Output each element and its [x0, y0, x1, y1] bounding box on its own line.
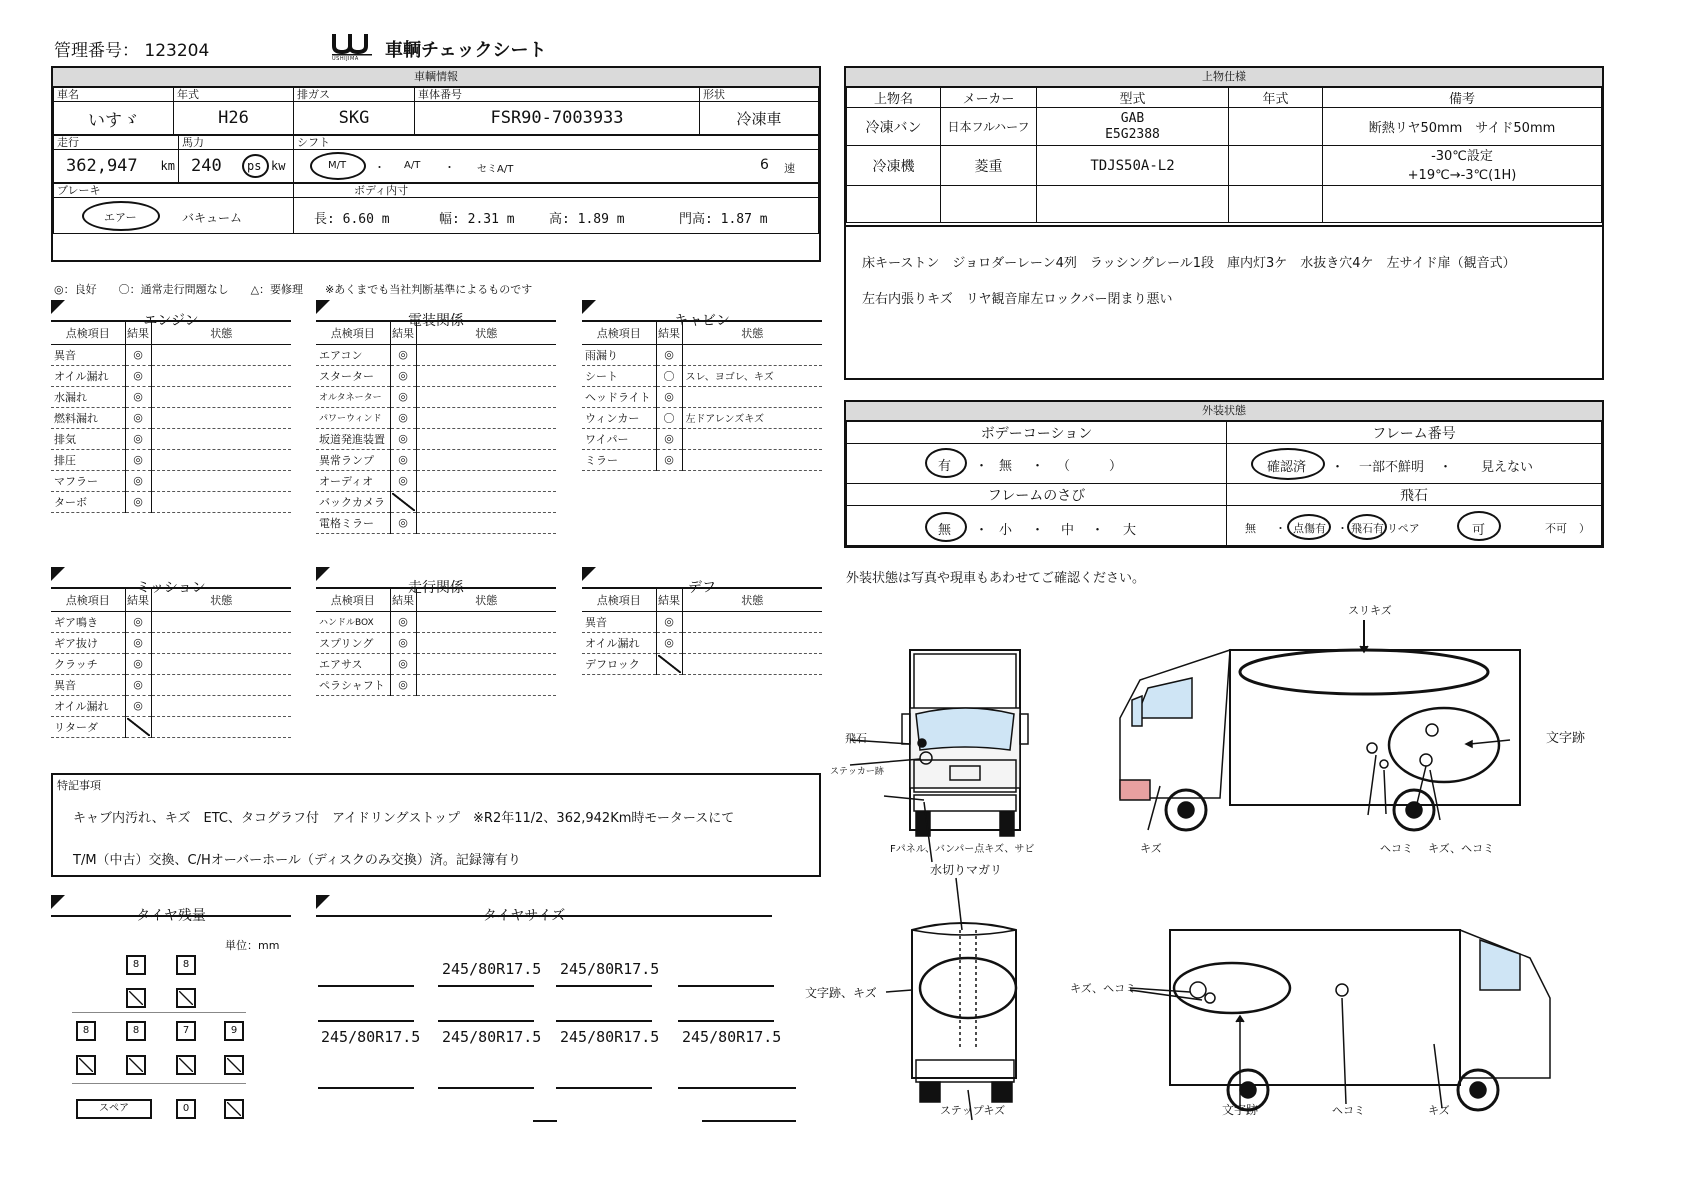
section-marker-icon [51, 895, 65, 909]
page-title: 車輌チェックシート [385, 40, 547, 61]
special-notes-line1: キャブ内汚れ、キズ ETC、タコグラフ付 アイドリングストップ ※R2年11/2、362,942Km時モータースにて [73, 811, 735, 826]
upper-spec-row-empty [847, 186, 1602, 223]
shape-value: 冷凍車 [700, 102, 819, 135]
diagram-labels [805, 604, 1586, 1117]
truck-rear-view [886, 878, 1016, 1120]
tire-front-right-inner [176, 988, 196, 1008]
year-value: H26 [174, 102, 294, 135]
section-marker-icon [316, 300, 330, 314]
check-row: ペラシャフト ◎ [316, 674, 556, 695]
check-row: ミラー ◎ [582, 449, 822, 470]
mileage-value: 362,947 km [54, 150, 179, 183]
check-row: オイル漏れ ◎ [51, 365, 291, 386]
label-left-scratch-dent: キズ、ヘコミ [1428, 842, 1495, 855]
tire-size-section [316, 895, 772, 924]
truck-diagrams [805, 590, 1620, 1150]
vehicle-info-table-3: ブレーキ ボディ内寸 エアー バキューム 長: 6.60 m 幅: 2.31 m 高: 1.89 m 門高: 1.87 m [53, 183, 819, 234]
coat-options: 有 ・ 無 ・ （ ） [847, 444, 1227, 484]
check-row: 異常ランプ ◎ [316, 449, 556, 470]
electric-section [316, 300, 556, 534]
section-title: ミッション [136, 580, 206, 596]
check-row: バックカメラ [316, 491, 556, 512]
check-table: 点検項目 結果 状態 ハンドルBOX ◎ スプリング ◎ エアサス ◎ ペラシャフト ◎ [316, 589, 556, 696]
section-title: 走行関係 [408, 580, 464, 596]
drive-section [316, 567, 556, 696]
tire-size-bottom-3: 245/80R17.5 [560, 1028, 660, 1046]
rust-options: 無 ・ 小 ・ 中 ・ 大 [847, 506, 1227, 546]
check-row: クラッチ ◎ [51, 653, 291, 674]
check-table: 点検項目 結果 状態 雨漏り ◎ シート 〇 スレ、ヨゴレ、キズ ヘッドライト ◎ ウィンカー 〇 左ドアレンズキズ ワイパー ◎ ミラー ◎ [582, 322, 822, 471]
tire-size-top-1: 245/80R17.5 [442, 960, 542, 978]
check-row: 異音 ◎ [51, 344, 291, 365]
not-applicable-mark [658, 655, 681, 673]
tire-rear-1: 8 [76, 1021, 96, 1041]
truck-left-side-view [1120, 620, 1520, 830]
upper-spec-row: 冷凍バン 日本フルハーフ GAB E5G2388 断熱リヤ50mm サイド50mm [847, 108, 1602, 146]
emission-value: SKG [294, 102, 415, 135]
exterior-panel [844, 400, 1604, 548]
upper-memo-2: 左右内張りキズ リヤ観音扉左ロックバー閉まり悪い [862, 292, 1173, 307]
check-row: パワーウィンド ◎ [316, 407, 556, 428]
tire-rear-inner-4 [224, 1055, 244, 1075]
section-marker-icon [582, 567, 596, 581]
mission-section [51, 567, 291, 738]
special-notes-panel [51, 773, 821, 877]
body-dimensions: 長: 6.60 m 幅: 2.31 m 高: 1.89 m 門高: 1.87 m [294, 198, 819, 234]
label-right-dent: ヘコミ [1332, 1104, 1365, 1117]
check-row: ギア鳴き ◎ [51, 611, 291, 632]
exterior-table: ボデーコーション フレーム番号 有 ・ 無 ・ （ ） 確認済 ・ 一部不鮮明 ・ 見えない フレームのさび 飛石 無 ・ 小 ・ 中 ・ 大 無 ・ 点傷有 ・ 飛石有 リペア 可 不可 ） [846, 421, 1602, 546]
tire-front-left: 8 [126, 955, 146, 975]
upper-spec-panel [844, 66, 1604, 380]
label-front-panel: Fパネル、バンパー点キズ、サビ [890, 844, 1035, 855]
tire-size-top-2: 245/80R17.5 [560, 960, 660, 978]
section-marker-icon [316, 895, 330, 909]
check-row: 排気 ◎ [51, 428, 291, 449]
check-row: オーディオ ◎ [316, 470, 556, 491]
check-row: ワイパー ◎ [582, 428, 822, 449]
section-title: デフ [688, 580, 716, 596]
check-row: シート 〇 スレ、ヨゴレ、キズ [582, 365, 822, 386]
check-table: 点検項目 結果 状態 異音 ◎ オイル漏れ ◎ 水漏れ ◎ 燃料漏れ ◎ 排気 ◎ 排圧 ◎ マフラー ◎ ターボ ◎ [51, 322, 291, 513]
truck-right-side-view [1130, 930, 1550, 1110]
label-water-guard: 水切りマガリ [930, 863, 1003, 877]
check-table: 点検項目 結果 状態 エアコン ◎ スターター ◎ オルタネーター ◎ パワーウィンド ◎ 坂道発進装置 ◎ 異常ランプ ◎ オーディオ ◎ バックカメラ 電格ミラー ◎ [316, 322, 556, 534]
special-notes-label: 特記事項 [57, 779, 101, 792]
check-row: 坂道発進装置 ◎ [316, 428, 556, 449]
maker-value: いすゞ [54, 102, 174, 135]
legend: ◎：良好 〇：通常走行問題なし △：要修理 ※あくまでも当社判断基準によるものです [54, 283, 533, 296]
tire-size-bottom-2: 245/80R17.5 [442, 1028, 542, 1046]
check-row: ウィンカー 〇 左ドアレンズキズ [582, 407, 822, 428]
upper-memo-1: 床キーストン ジョロダーレーン4列 ラッシングレール1段 庫内灯3ケ 水抜き穴4ケ 左サイド扉（観音式） [862, 256, 1516, 271]
mgmt-number: 管理番号： 123204 [54, 41, 210, 61]
tire-rear-2: 8 [126, 1021, 146, 1041]
check-row: ギア抜け ◎ [51, 632, 291, 653]
check-row: エアサス ◎ [316, 653, 556, 674]
exterior-header: 外装状態 [846, 402, 1602, 421]
check-row: オイル漏れ ◎ [51, 695, 291, 716]
tire-rear-4: 9 [224, 1021, 244, 1041]
tire-front-left-inner [126, 988, 146, 1008]
label-letter-mark: 文字跡 [1546, 731, 1586, 746]
tire-front-right: 8 [176, 955, 196, 975]
check-row: ハンドルBOX ◎ [316, 611, 556, 632]
chassis-value: FSR90-7003933 [415, 102, 700, 135]
label-rear-letter: 文字跡、キズ [805, 986, 877, 1000]
not-applicable-mark [127, 718, 150, 736]
tire-remain-title: タイヤ残量 [136, 908, 206, 924]
ps-circle [242, 154, 269, 178]
cabin-section [582, 300, 822, 471]
section-marker-icon [316, 567, 330, 581]
section-title: エンジン [143, 313, 199, 329]
check-row: デフロック [582, 653, 822, 674]
tire-rear-inner-2 [126, 1055, 146, 1075]
shift-value: M/T ・ A/T ・ セミA/T 6 速 [294, 150, 819, 183]
check-row: 電格ミラー ◎ [316, 512, 556, 533]
special-notes-line2: T/M（中古）交換、C/Hオーバーホール（ディスクのみ交換）済。記録簿有り [73, 853, 521, 868]
check-row: マフラー ◎ [51, 470, 291, 491]
tire-size-bottom-4: 245/80R17.5 [682, 1028, 782, 1046]
tire-unit: 単位：mm [225, 939, 280, 952]
tire-rear-3: 7 [176, 1021, 196, 1041]
label-sticker: ステッカー跡 [830, 767, 884, 777]
tire-size-title: タイヤサイズ [482, 908, 566, 924]
check-row: スターター ◎ [316, 365, 556, 386]
check-row: リターダ [51, 716, 291, 737]
tire-size-bottom-1: 245/80R17.5 [321, 1028, 421, 1046]
section-marker-icon [51, 567, 65, 581]
label-right-scratch-dent: キズ、ヘコミ [1070, 982, 1137, 995]
vehicle-info-panel [51, 66, 821, 262]
check-table: 点検項目 結果 状態 異音 ◎ オイル漏れ ◎ デフロック [582, 589, 822, 675]
spare-label: スペア [76, 1099, 152, 1119]
frame-no-options: 確認済 ・ 一部不鮮明 ・ 見えない [1227, 444, 1602, 484]
tire-spare: 0 [176, 1099, 196, 1119]
check-row: 雨漏り ◎ [582, 344, 822, 365]
hp-value: 240 ps kw [179, 150, 294, 183]
truck-front-view [850, 650, 1028, 862]
upper-spec-table: 上物名 メーカー 型式 年式 備考 冷凍バン 日本フルハーフ GAB E5G2388 断熱リヤ50mm サイド50mm 冷凍機 菱重 TDJS50A-L2 -30℃設定 +19℃→-3℃(1H) [846, 87, 1602, 223]
check-row: 燃料漏れ ◎ [51, 407, 291, 428]
vehicle-info-table: 車名 年式 排ガス 車体番号 形状 いすゞ H26 SKG FSR90-7003933 冷凍車 [53, 87, 819, 135]
section-marker-icon [582, 300, 596, 314]
label-right-scratch: キズ [1428, 1104, 1450, 1117]
company-logo: USHIJIMA [330, 32, 375, 62]
label-left-dent: ヘコミ [1380, 842, 1413, 855]
section-marker-icon [51, 300, 65, 314]
label-chip: 飛石 [845, 732, 867, 745]
not-applicable-mark [392, 493, 415, 511]
check-row: 水漏れ ◎ [51, 386, 291, 407]
check-row: オイル漏れ ◎ [582, 632, 822, 653]
tire-rear-inner-3 [176, 1055, 196, 1075]
label-left-scratch: キズ [1140, 842, 1162, 855]
brake-value: エアー バキューム [54, 198, 294, 234]
tire-rear-inner-1 [76, 1055, 96, 1075]
upper-spec-header: 上物仕様 [846, 68, 1602, 87]
section-title: 電装関係 [408, 313, 464, 329]
check-row: 異音 ◎ [582, 611, 822, 632]
check-row: 排圧 ◎ [51, 449, 291, 470]
label-step: ステップキズ [940, 1104, 1006, 1117]
vehicle-info-table-2: 走行 馬力 シフト 362,947 km 240 ps kw M/T ・ A/T ・ セミA/T 6 速 [53, 135, 819, 183]
check-row: エアコン ◎ [316, 344, 556, 365]
upper-spec-row: 冷凍機 菱重 TDJS50A-L2 -30℃設定 +19℃→-3℃(1H) [847, 146, 1602, 186]
section-title: キャビン [674, 313, 730, 329]
engine-section [51, 300, 291, 513]
check-row: オルタネーター ◎ [316, 386, 556, 407]
check-row: 異音 ◎ [51, 674, 291, 695]
tire-spare-2 [224, 1099, 244, 1119]
label-right-letter: 文字跡 [1222, 1103, 1259, 1117]
check-row: ヘッドライト ◎ [582, 386, 822, 407]
check-table: 点検項目 結果 状態 ギア鳴き ◎ ギア抜け ◎ クラッチ ◎ 異音 ◎ オイル漏れ ◎ リターダ [51, 589, 291, 738]
check-row: スプリング ◎ [316, 632, 556, 653]
vehicle-info-header: 車輌情報 [53, 68, 819, 87]
label-scratch-top: スリキズ [1348, 604, 1392, 617]
exterior-note: 外装状態は写真や現車もあわせてご確認ください。 [846, 571, 1146, 586]
diff-section [582, 567, 822, 675]
chip-options: 無 ・ 点傷有 ・ 飛石有 リペア 可 不可 ） [1227, 506, 1602, 546]
check-row: ターボ ◎ [51, 491, 291, 512]
